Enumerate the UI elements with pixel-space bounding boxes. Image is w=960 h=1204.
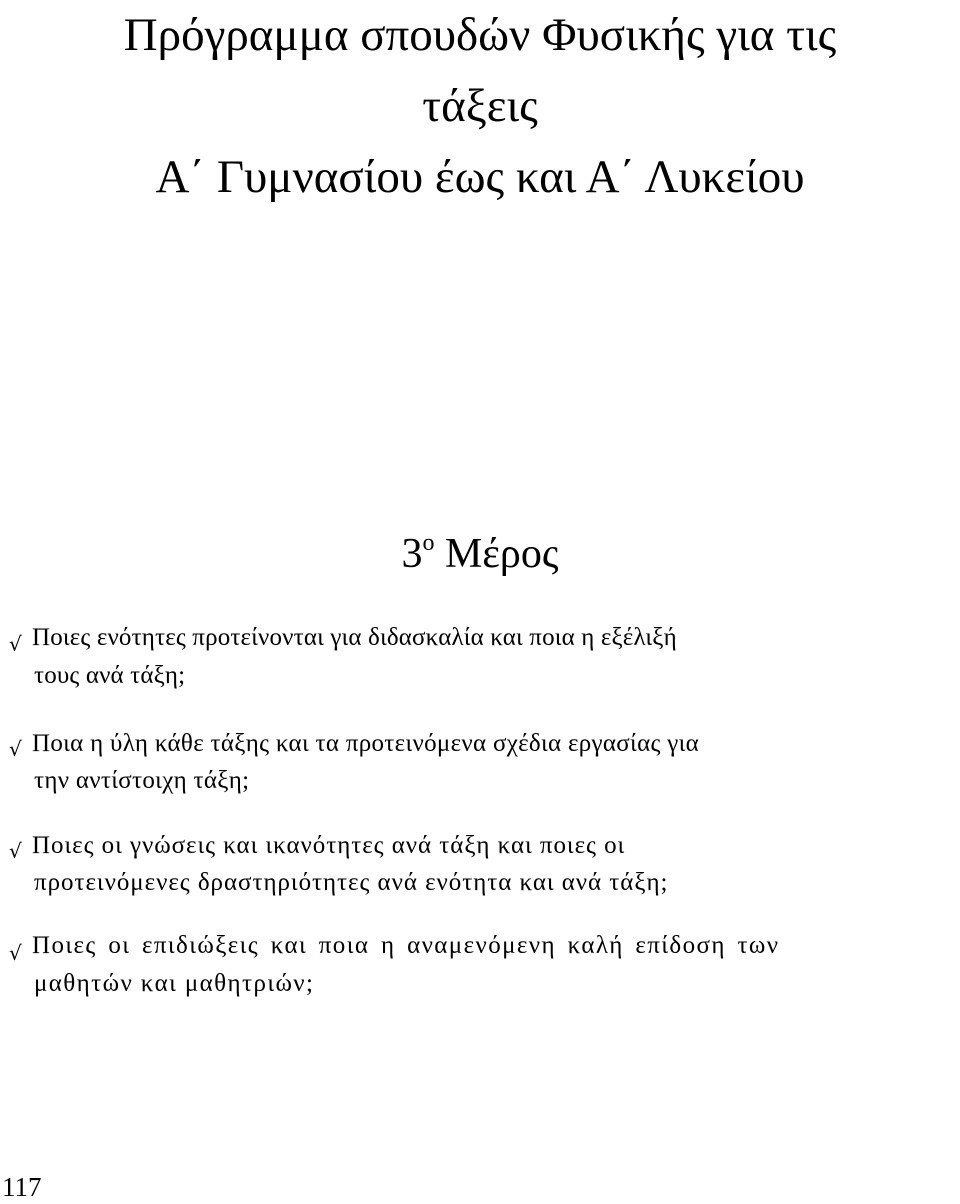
question-item [0,927,960,1003]
checkmark-icon: √ [9,737,23,761]
question-item [0,827,960,901]
checkmark-icon: √ [9,839,23,863]
question-text: Ποιες οι γνώσεις και ικανότητες ανά τάξη και ποιες οι [32,832,626,859]
title-line: Πρόγραμμα σπουδών Φυσικής για τις [123,9,837,61]
checkmark-icon: √ [9,941,24,965]
question-text: Ποιες ενότητες προτείνονται για διδασκαλία και ποια η εξέλιξή [32,624,677,651]
part-number: 3 [401,531,423,577]
question-text: τους ανά τάξη; [34,662,186,689]
question-text: Ποιες οι επιδιώξεις και ποια η αναμενόμενη καλή επίδοση των [32,932,780,959]
part-label: Μέρος [444,531,559,577]
part-heading [0,526,960,582]
question-text: την αντίστοιχη τάξη; [34,767,250,794]
title-line: τάξεις [422,80,538,132]
question-text: προτεινόμενες δραστηριότητες ανά ενότητα και ανά τάξη; [34,869,669,896]
question-text: Ποια η ύλη κάθε τάξης και τα προτεινόμενα σχέδια εργασίας για [32,730,700,757]
document-title [0,0,960,213]
question-item [0,725,960,799]
page-number: 117 [2,1172,42,1202]
title-line: Α΄ Γυμνασίου έως και Α΄ Λυκείου [155,151,805,203]
question-item [0,619,960,695]
question-text: μαθητών και μαθητριών; [34,970,315,997]
checkmark-icon: √ [9,632,22,656]
part-superscript: ο [422,530,435,556]
